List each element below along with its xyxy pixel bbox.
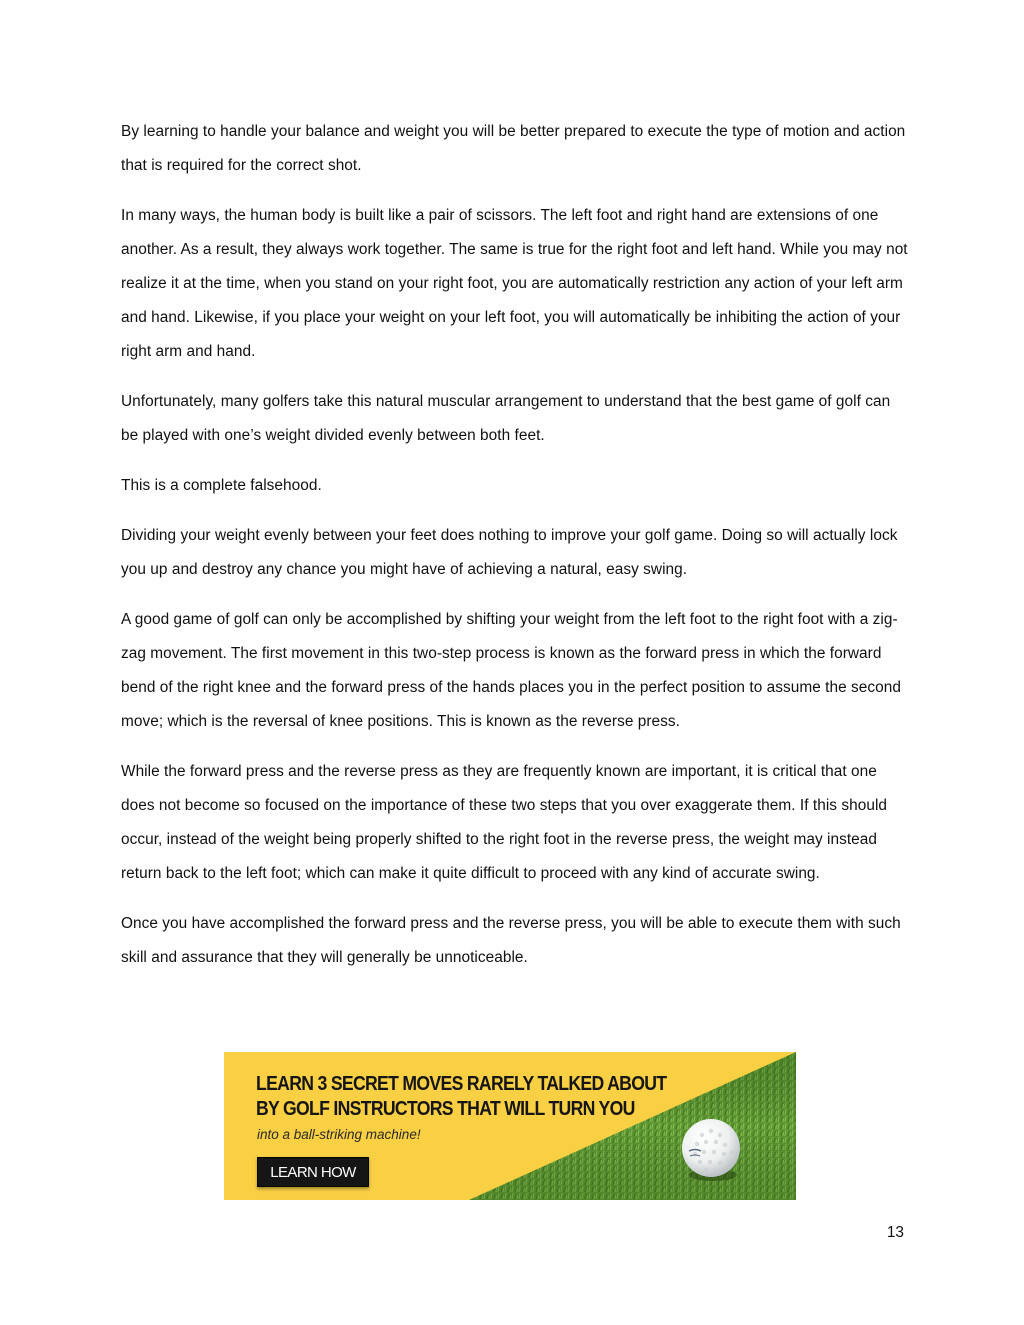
paragraph: A good game of golf can only be accomplished by shifting your weight from the left foot to the right foot with a zig-zag movement. The first movement in this two-step process is known as the forward press in which the forward bend of the right knee and the forward press of the hands places you in the perfect position to assume the second move; which is the reversal of knee positions. This is known as the reverse press. <box>121 611 901 730</box>
learn-how-button[interactable]: LEARN HOW <box>257 1157 369 1187</box>
promo-banner[interactable] <box>224 1052 796 1200</box>
paragraph: Once you have accomplished the forward press and the reverse press, you will be able to execute them with such skill and assurance that they will generally be unnoticeable. <box>121 915 901 966</box>
paragraph: Unfortunately, many golfers take this natural muscular arrangement to understand that the best game of golf can be played with one’s weight divided evenly between both feet. <box>121 393 891 444</box>
paragraph: In many ways, the human body is built like a pair of scissors. The left foot and right hand are extensions of one another. As a result, they always work together. The same is true for the right foot and left hand. While you may not realize it at the time, when you stand on your right foot, you are automatically restriction any action of your left arm and hand. Likewise, if you place your weight on your left foot, you will automatically be inhibiting the action of your right arm and hand. <box>121 207 908 360</box>
paragraph: While the forward press and the reverse press as they are frequently known are important, it is critical that one does not become so focused on the importance of these two steps that you over exaggerate them. If this should occur, instead of the weight being properly shifted to the right foot in the reverse press, the weight may instead return back to the left foot; which can make it quite difficult to proceed with any kind of accurate swing. <box>121 763 888 882</box>
banner-subline: into a ball-striking machine! <box>257 1127 421 1142</box>
paragraph: This is a complete falsehood. <box>121 477 322 494</box>
body-text <box>121 115 911 991</box>
banner-headline-line2: BY GOLF INSTRUCTORS THAT WILL TURN YOU <box>256 1097 635 1120</box>
paragraph: Dividing your weight evenly between your feet does nothing to improve your golf game. Doing so will actually lock you up and destroy any chance you might have of achieving a natural, easy swing. <box>121 527 898 578</box>
banner-headline <box>256 1071 666 1121</box>
paragraph: By learning to handle your balance and weight you will be better prepared to execute the type of motion and action that is required for the correct shot. <box>121 123 906 174</box>
banner-headline-line1: LEARN 3 SECRET MOVES RARELY TALKED ABOUT <box>256 1072 667 1095</box>
page-number: 13 <box>886 1224 904 1241</box>
golf-ball-icon <box>680 1117 746 1183</box>
